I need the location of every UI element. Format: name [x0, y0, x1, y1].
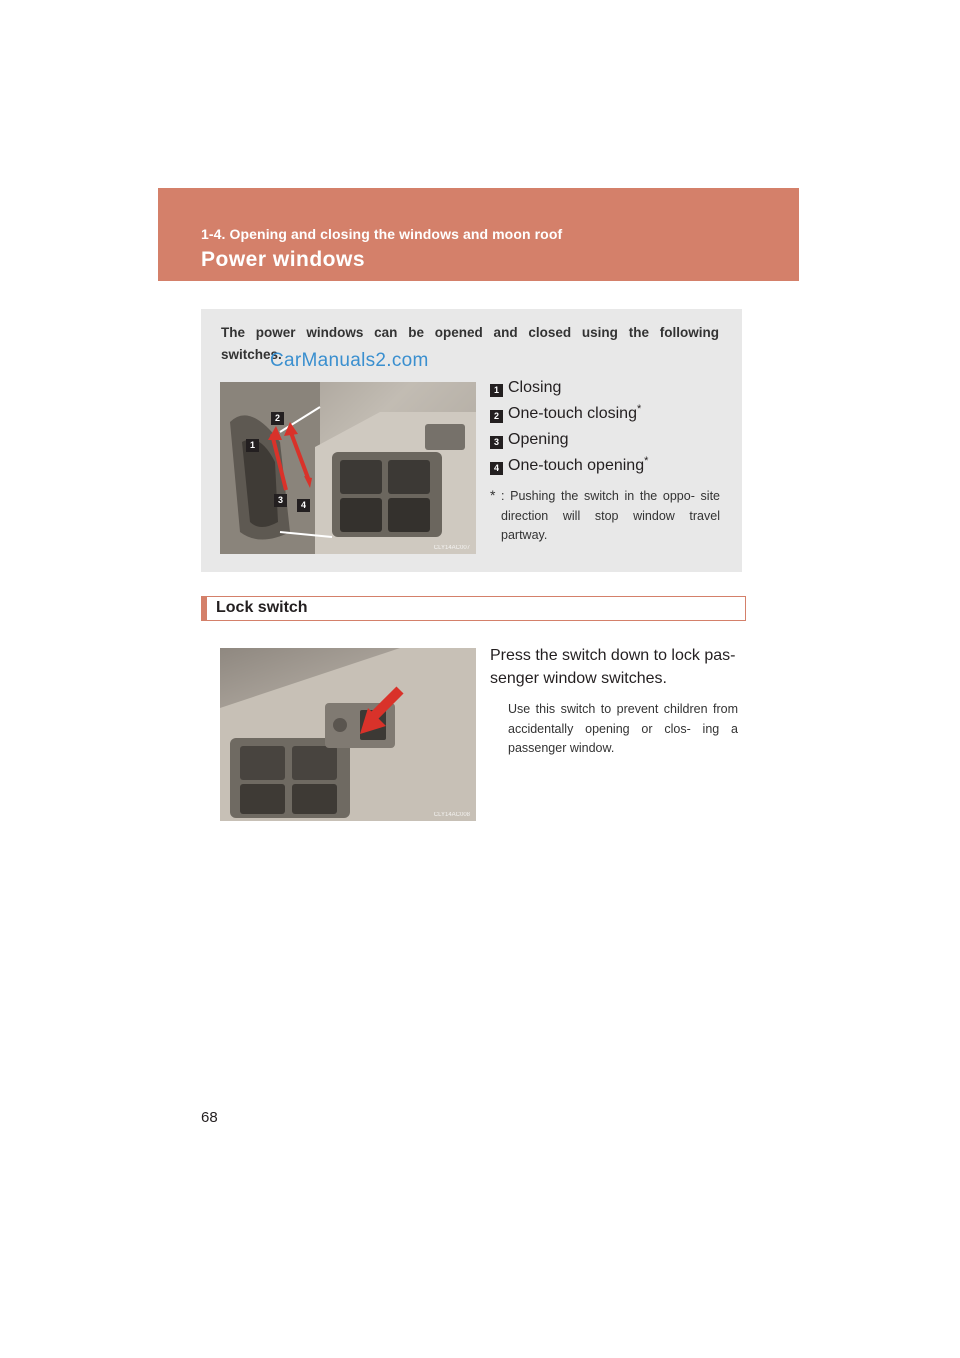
lock-main-text: Press the switch down to lock pas- senger window switches. [490, 647, 736, 687]
lock-switch-illustration [220, 648, 476, 821]
intro-line-1: The power windows can be opened and closed using the following [221, 325, 719, 340]
legend-star: * [644, 455, 649, 467]
footnote-text: : Pushing the switch in the oppo- site direction will stop window travel partway. [501, 489, 720, 542]
door-switch-illustration [220, 382, 476, 554]
page-number: 68 [201, 1109, 218, 1126]
photo-code: CLY14AC007 [433, 545, 470, 551]
legend-num: 4 [490, 462, 503, 475]
callout-4: 4 [297, 499, 310, 512]
page-title: Power windows [201, 248, 366, 271]
photo-code: CLY14AC008 [433, 812, 470, 818]
callout-2: 2 [271, 412, 284, 425]
footnote [490, 487, 720, 546]
legend-item [490, 431, 730, 457]
legend-num: 3 [490, 436, 503, 449]
callout-3: 3 [274, 494, 287, 507]
legend-label: One-touch closing [508, 405, 637, 422]
legend-num: 1 [490, 384, 503, 397]
legend-label: Opening [508, 431, 569, 448]
legend-star: * [636, 403, 642, 415]
lock-note-text: Use this switch to prevent children from accidentally opening or clos- ing a passenger window. [508, 702, 738, 755]
lock-switch-heading [201, 596, 746, 621]
footnote-star: * [490, 487, 496, 503]
legend-item [490, 379, 730, 405]
legend-num: 2 [490, 410, 503, 423]
intro-box [201, 309, 742, 572]
legend-label: One-touch opening [508, 457, 645, 474]
legend-list [490, 379, 730, 483]
section-header [158, 188, 799, 281]
legend-item [490, 405, 730, 431]
section-label: 1-4. Opening and closing the windows and moon roof [201, 226, 563, 242]
door-switch-photo [220, 382, 476, 554]
lock-switch-heading-text: Lock switch [216, 599, 308, 616]
watermark-link[interactable]: CarManuals2.com [270, 350, 429, 371]
lock-switch-photo [220, 648, 476, 821]
callout-1: 1 [246, 439, 259, 452]
intro-line-2: switches. [221, 347, 282, 362]
legend-item [490, 457, 730, 483]
legend-label: Closing [508, 379, 562, 396]
